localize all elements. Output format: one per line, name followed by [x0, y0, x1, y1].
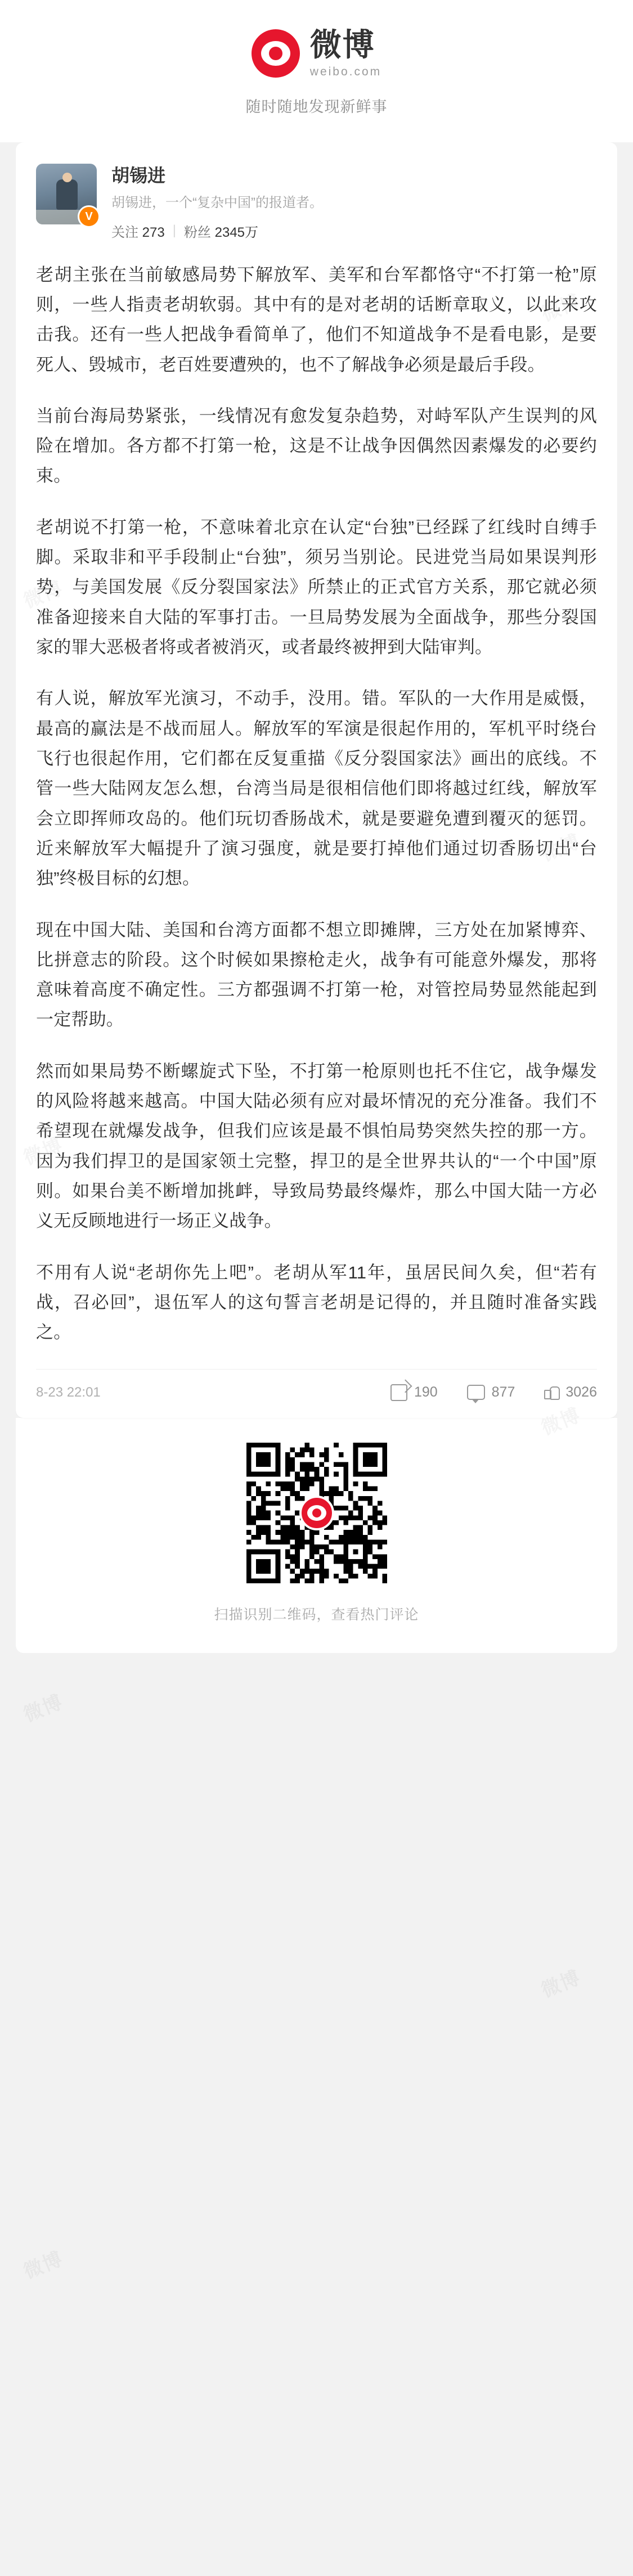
weibo-logo	[0, 29, 633, 78]
fans-count: 2345万	[214, 224, 259, 240]
post-actions	[390, 1384, 597, 1401]
app-header	[0, 0, 633, 142]
logo-title-en: weibo.com	[309, 65, 382, 78]
share-count: 190	[414, 1384, 438, 1400]
verified-badge-icon: V	[78, 205, 100, 228]
share-icon	[390, 1384, 407, 1401]
avatar-head	[62, 173, 72, 182]
user-header[interactable]	[16, 142, 617, 255]
weibo-eye-icon	[252, 29, 300, 78]
post-timestamp: 8-23 22:01	[36, 1384, 101, 1400]
post-paragraph: 不用有人说“老胡你先上吧”。老胡从军11年，虽居民间久矣，但“若有战，召必回”，退伍军人的这句誓言老胡是记得的，并且随时准备实践之。	[36, 1262, 597, 1343]
fans-stat[interactable]	[184, 221, 258, 241]
header-slogan: 随时随地发现新鲜事	[245, 98, 388, 115]
post-paragraph: 老胡主张在当前敏感局势下解放军、美军和台军都恪守“不打第一枪”原则，一些人指责老胡软弱。其中有的是对老胡的话断章取义，以此来攻击我。还有一些人把战争看简单了，他们不知道战争不是看电影，是要死人、毁城市，老百姓要遭殃的，也不了解战争必须是最后手段。	[36, 264, 597, 375]
logo-title-cn: 微博	[309, 27, 375, 62]
watermark	[19, 2243, 66, 2284]
follow-count: 273	[142, 224, 165, 240]
watermark	[19, 1686, 66, 1727]
share-action[interactable]	[390, 1384, 438, 1401]
post-body	[16, 255, 617, 1348]
qr-code[interactable]	[246, 1443, 387, 1583]
user-name[interactable]: 胡锡进	[111, 165, 166, 186]
user-description: 胡锡进，一个“复杂中国”的报道者。	[111, 195, 323, 211]
comment-action[interactable]	[467, 1384, 515, 1400]
post-paragraph: 有人说，解放军光演习，不动手，没用。错。军队的一大作用是威慑，最高的赢法是不战而屈人。解放军的军演是很起作用的，军机平时绕台飞行也很起作用，它们都在反复重描《反分裂国家法》画出的底线。不管一些大陆网友怎么想，台湾当局是很相信他们即将越过红线，解放军会立即挥师攻岛的。他们玩切香肠战术，就是要避免遭到覆灭的惩罚。近来解放军大幅提升了演习强度，就是要打掉他们通过切香肠切出“台独”终极目标的幻想。	[36, 688, 597, 889]
post-paragraph: 然而如果局势不断螺旋式下坠，不打第一枪原则也托不住它，战争爆发的风险将越来越高。中国大陆必须有应对最坏情况的充分准备。我们不希望现在就爆发战争，但我们应该是最不惧怕局势突然失控的那一方。因为我们捍卫的是国家领土完整，捍卫的是全世界共认的“一个中国”原则。如果台美不断增加挑衅，导致局势最终爆炸，那么中国大陆一方必义无反顾地进行一场正义战争。	[36, 1061, 597, 1231]
post-card	[16, 142, 617, 1418]
avatar-figure	[56, 179, 78, 210]
like-icon	[544, 1386, 559, 1399]
avatar-wrap[interactable]	[36, 164, 97, 224]
like-count: 3026	[565, 1384, 597, 1400]
follow-stat[interactable]	[111, 221, 165, 241]
follow-label: 关注	[111, 224, 138, 240]
post-paragraph: 现在中国大陆、美国和台湾方面都不想立即摊牌，三方处在加紧博弈、比拼意志的阶段。这个时候如果擦枪走火，战争有可能意外爆发，那将意味着高度不确定性。三方都强调不打第一枪，对管控局势显然能起到一定帮助。	[36, 920, 597, 1030]
fans-label: 粉丝	[183, 224, 211, 240]
qr-section	[16, 1418, 617, 1653]
comment-icon	[467, 1385, 485, 1400]
comment-count: 877	[491, 1384, 515, 1400]
stats-divider: |	[172, 223, 176, 238]
post-paragraph: 老胡说不打第一枪，不意味着北京在认定“台独”已经踩了红线时自缚手脚。采取非和平手段制止“台独”，须另当别论。民进党当局如果误判形势，与美国发展《反分裂国家法》所禁止的正式官方关系，那它就必须准备迎接来自大陆的军事打击。一旦局势发展为全面战争，那些分裂国家的罪大恶极者将或者被消灭，或者最终被押到大陆审判。	[36, 517, 597, 657]
post-footer	[36, 1369, 597, 1418]
like-action[interactable]	[544, 1384, 597, 1400]
logo-text	[310, 29, 381, 78]
post-paragraph: 当前台海局势紧张，一线情况有愈发复杂趋势，对峙军队产生误判的风险在增加。各方都不打第一枪，这是不让战争因偶然因素爆发的必要约束。	[36, 406, 597, 486]
weibo-eye-icon	[299, 1496, 334, 1530]
qr-caption: 扫描识别二维码，查看热门评论	[214, 1606, 419, 1623]
user-meta	[111, 164, 597, 241]
watermark	[536, 1962, 584, 2002]
user-stats	[111, 221, 597, 241]
